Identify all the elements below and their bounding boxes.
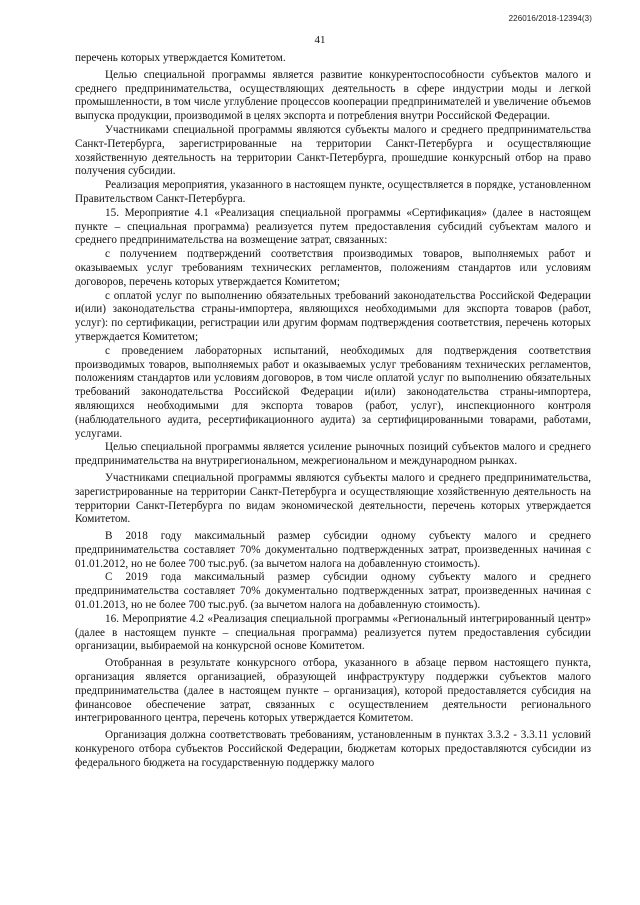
paragraph: Участниками специальной программы являются субъекты малого и среднего предпринимательства, зарегистрированные на территории Санкт-Петербурга и осуществляющие хозяйственную деятельность на территории Санкт-Петербурга по видам экономической деятельности, перечень которых утверждается Комитетом. [75,471,591,526]
paragraph: Отобранная в результате конкурсного отбора, указанного в абзаце первом настоящего пункта, организация является организацией, образующей инфраструктуру поддержки субъектов малого предпринимательства (далее в настоящем пункте – организация), которой предоставляется субсидия на финансовое обеспечение затрат, связанных с осуществлением деятельности регионального интегрированного центра, перечень которых утверждается Комитетом. [75,657,591,725]
paragraph: С 2019 года максимальный размер субсидии одному субъекту малого и среднего предпринимательства составляет 70% документально подтвержденных затрат, произведенных начиная с 01.01.2013, но не более 700 тыс.руб. (за вычетом налога на добавленную стоимость). [75,571,591,612]
paragraph: 16. Мероприятие 4.2 «Реализация специальной программы «Региональный интегрированный центр» (далее в настоящем пункте – специальная программа) реализуется путем предоставления субсидии организации, выбираемой на конкурсной основе Комитетом. [75,612,591,653]
paragraph: Целью специальной программы является развитие конкурентоспособности субъектов малого и среднего предпринимательства, осуществляющих деятельность в сфере индустрии моды и легкой промышленности, в том числе углубление процессов кооперации предпринимателей и увеличение объемов выпуска продукции, производимой в целях экспорта и потребления внутри Российской Федерации. [75,68,591,123]
paragraph: Реализация мероприятия, указанного в настоящем пункте, осуществляется в порядке, установленном Правительством Санкт-Петербурга. [75,179,591,205]
paragraph: с оплатой услуг по выполнению обязательных требований законодательства Российской Федерации и(или) законодательства страны-импортера, являющихся необходимыми для экспорта товаров (работ, услуг): по сертификации, регистрации или другим формам подтверждения соответствия, перечень которых утверждается Комитетом; [75,289,591,343]
paragraph: Участниками специальной программы являются субъекты малого и среднего предпринимательства Санкт-Петербурга, зарегистрированные на территории Санкт-Петербурга и осуществляющие хозяйственную деятельность на территории Санкт-Петербурга, прошедшие конкурсный отбор на право получения субсидии. [75,123,591,178]
page-number: 41 [314,34,326,46]
document-number: 226016/2018-12394(3) [508,14,592,23]
paragraph: В 2018 году максимальный размер субсидии одному субъекту малого и среднего предпринимательства составляет 70% документально подтвержденных затрат, произведенных начиная с 01.01.2012, но не более 700 тыс.руб. (за вычетом налога на добавленную стоимость). [75,530,591,570]
document-body [75,52,591,771]
paragraph: с получением подтверждений соответствия производимых товаров, выполняемых работ и оказываемых услуг требованиям технических регламентов, положениям стандартов или условиям договоров, перечень которых утверждается Комитетом; [75,248,591,288]
paragraph: Организация должна соответствовать требованиям, установленным в пунктах 3.3.2 - 3.3.11 условий конкуреного отбора субъектов Российской Федерации, бюджетам которых предоставляются субсидии из федерального бюджета на государственную поддержку малого [75,729,591,769]
paragraph: Целью специальной программы является усиление рыночных позиций субъектов малого и среднего предпринимательства на внутрирегиональном, межрегиональном и международном рынках. [75,441,591,468]
paragraph: перечень которых утверждается Комитетом. [75,52,286,64]
paragraph: с проведением лабораторных испытаний, необходимых для подтверждения соответствия производимых товаров, выполняемых работ и оказываемых услуг требованиям технических регламентов, положениям стандартов или условиям договоров, в том числе оплатой услуг по выполнению обязательных требований законодательства Российской Федерации и(или) законодательства страны-импортера, являющихся необходимыми для экспорта товаров (работ, услуг), инспекционного контроля (наблюдательного аудита, ресертификационного аудита) за сертифицированными товарами, работами, услугами. [75,344,591,440]
paragraph: 15. Мероприятие 4.1 «Реализация специальной программы «Сертификация» (далее в настоящем пункте – специальная программа) реализуется путем предоставления субсидий субъектам малого и среднего предпринимательства на возмещение затрат, связанных: [75,206,591,247]
